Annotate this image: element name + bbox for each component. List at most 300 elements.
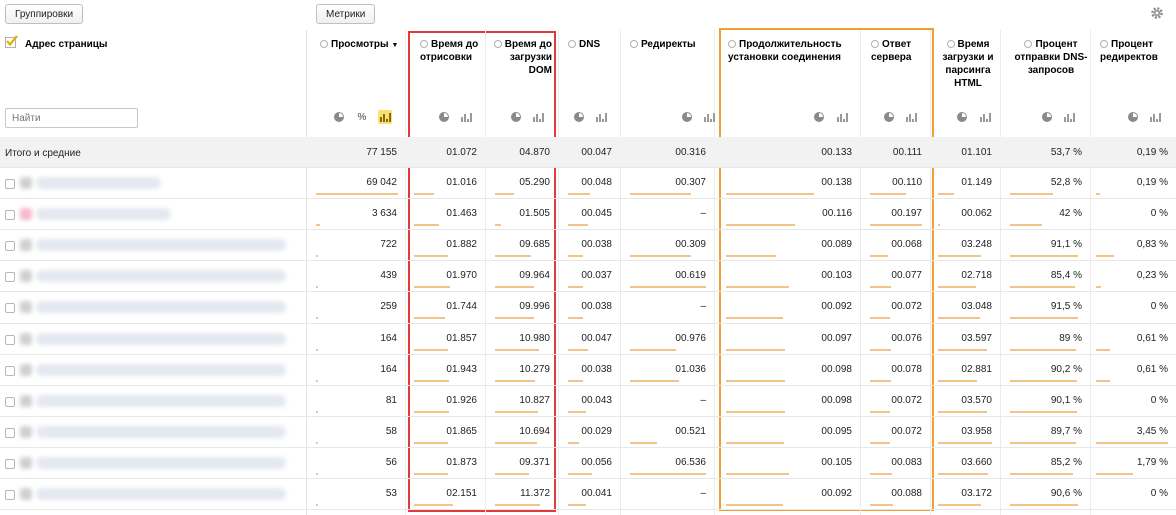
value-bar [316, 380, 318, 382]
table-cell-redirects: 00.521 [675, 425, 706, 437]
value-bar [938, 442, 992, 444]
column-header-label: Процент редиректов [1100, 39, 1158, 63]
table-cell-render: 01.016 [446, 177, 477, 188]
table-cell-render: 01.882 [446, 239, 477, 251]
table-cell-dom: 05.290 [519, 177, 550, 188]
question-circle-icon[interactable] [420, 40, 428, 48]
value-bar [726, 224, 795, 226]
value-bar [1010, 442, 1076, 444]
bar-chart-icon[interactable] [531, 110, 545, 124]
groupings-button[interactable]: Группировки [5, 4, 83, 24]
favicon [20, 488, 32, 500]
table-cell-views: 56 [385, 456, 397, 468]
value-bar [414, 255, 448, 257]
value-bar [1096, 255, 1114, 257]
value-bar [630, 473, 706, 475]
value-bar [414, 442, 448, 444]
table-cell-views: 259 [380, 301, 397, 313]
table-cell-html: 03.660 [961, 456, 992, 468]
percent-icon[interactable]: % [357, 111, 367, 123]
table-cell-redirects: 00.619 [675, 270, 706, 282]
table-cell-html: 03.172 [961, 488, 992, 499]
value-bar [316, 317, 318, 319]
bar-chart-icon[interactable] [1062, 110, 1076, 124]
value-bar [938, 504, 981, 506]
table-cell-dom: 10.827 [519, 394, 550, 406]
column-header-dns_pct[interactable] [1014, 38, 1088, 77]
column-header-dom[interactable] [490, 38, 552, 77]
value-bar [316, 193, 398, 195]
search-input[interactable] [5, 108, 138, 128]
value-bar [316, 286, 318, 288]
pie-chart-icon[interactable] [437, 110, 451, 124]
column-header-html[interactable] [938, 38, 998, 90]
question-circle-icon[interactable] [728, 40, 736, 48]
value-bar [870, 504, 893, 506]
value-bar [414, 317, 445, 319]
favicon [20, 426, 32, 438]
table-cell-html: 03.597 [961, 332, 992, 344]
totals-cell-server: 00.111 [892, 147, 922, 158]
table-cell-dns: 00.047 [581, 332, 612, 344]
column-header-label: Ответ сервера [871, 39, 912, 63]
row-divider [0, 291, 1176, 292]
table-cell-views: 58 [385, 425, 397, 437]
page-url-link[interactable] [36, 457, 286, 469]
value-bar [1010, 380, 1077, 382]
table-cell-dns_pct: 90,2 % [1050, 363, 1082, 375]
table-cell-dns_pct: 52,8 % [1050, 177, 1082, 188]
page-url-link[interactable] [36, 364, 286, 376]
table-cell-views: 3 634 [371, 208, 397, 220]
table-cell-html: 01.149 [961, 177, 992, 188]
table-cell-server: 00.083 [891, 456, 922, 468]
value-bar [630, 442, 657, 444]
value-bar [1010, 349, 1076, 351]
value-bar [414, 504, 453, 506]
value-bar [1010, 193, 1053, 195]
value-bar [495, 380, 535, 382]
value-bar [316, 411, 318, 413]
table-cell-server: 00.068 [891, 239, 922, 251]
row-checkbox[interactable] [5, 459, 15, 469]
value-bar [568, 349, 588, 351]
favicon [20, 364, 32, 376]
table-cell-redir_pct: 0,23 % [1136, 270, 1168, 282]
bar-chart-icon[interactable] [835, 110, 849, 124]
table-cell-views: 722 [380, 239, 397, 251]
value-bar [870, 224, 922, 226]
value-bar [568, 411, 586, 413]
pie-chart-icon[interactable] [882, 110, 896, 124]
value-bar [495, 193, 514, 195]
value-bar [495, 442, 537, 444]
value-bar [630, 255, 691, 257]
bar-chart-icon[interactable] [978, 110, 992, 124]
table-cell-views: 53 [385, 488, 397, 499]
question-circle-icon[interactable] [494, 40, 502, 48]
table-cell-redirects: 06.536 [675, 456, 706, 468]
table-cell-connect: 00.098 [821, 363, 852, 375]
column-header-views[interactable] [320, 38, 400, 52]
value-bar [414, 193, 434, 195]
row-checkbox[interactable] [5, 241, 15, 251]
value-bar [316, 349, 318, 351]
row-checkbox[interactable] [5, 210, 15, 220]
row-checkbox[interactable] [5, 335, 15, 345]
value-bar [870, 286, 891, 288]
table-cell-server: 00.197 [891, 208, 922, 220]
value-bar [568, 286, 583, 288]
row-divider [0, 167, 1176, 168]
table-cell-redir_pct: 0 % [1150, 488, 1168, 499]
totals-cell-views: 77 155 [366, 147, 397, 158]
value-bar [316, 442, 318, 444]
table-cell-dns: 00.037 [581, 270, 612, 282]
value-bar [726, 380, 785, 382]
favicon [20, 333, 32, 345]
table-cell-render: 01.744 [446, 301, 477, 313]
value-bar [938, 380, 977, 382]
value-bar [414, 349, 448, 351]
column-header-label: Продолжительность установки соединения [728, 39, 842, 63]
value-bar [726, 317, 783, 319]
page-url-link[interactable] [36, 177, 161, 189]
table-cell-render: 01.970 [446, 270, 477, 282]
value-bar [568, 473, 592, 475]
table-cell-server: 00.110 [892, 177, 922, 188]
totals-cell-redirects: 00.316 [675, 147, 706, 158]
column-header-label: Процент отправки DNS-запросов [1014, 39, 1088, 76]
row-checkbox[interactable] [5, 397, 15, 407]
value-bar [630, 349, 676, 351]
pie-chart-icon[interactable] [572, 110, 586, 124]
value-bar [316, 504, 318, 506]
value-bar [938, 193, 954, 195]
favicon [20, 239, 32, 251]
column-header-label: Редиректы [641, 39, 696, 50]
pie-chart-icon[interactable] [680, 110, 694, 124]
table-cell-dom: 10.279 [519, 363, 550, 375]
metrics-button[interactable]: Метрики [316, 4, 375, 24]
table-cell-dom: 09.996 [519, 301, 550, 313]
table-cell-redirects: 00.307 [675, 177, 706, 188]
value-bar [1096, 380, 1110, 382]
question-circle-icon[interactable] [568, 40, 576, 48]
table-cell-redir_pct: 0,61 % [1136, 332, 1168, 344]
table-cell-connect: 00.092 [821, 488, 852, 499]
table-cell-render: 01.865 [446, 425, 477, 437]
row-divider [0, 198, 1176, 199]
value-bar [1010, 224, 1042, 226]
bar-chart-icon[interactable] [1148, 110, 1162, 124]
table-cell-html: 02.718 [961, 270, 992, 282]
favicon [20, 208, 32, 220]
value-bar [938, 411, 987, 413]
value-bar [938, 317, 980, 319]
table-cell-dns_pct: 91,5 % [1050, 301, 1082, 313]
table-cell-dns: 00.043 [581, 394, 612, 406]
question-circle-icon[interactable] [1024, 40, 1032, 48]
table-cell-dns_pct: 42 % [1059, 208, 1082, 220]
table-cell-redirects: – [700, 208, 706, 220]
value-bar [1096, 286, 1101, 288]
value-bar [938, 286, 976, 288]
question-circle-icon[interactable] [947, 40, 955, 48]
question-circle-icon[interactable] [1100, 40, 1108, 48]
page-url-link[interactable] [36, 395, 286, 407]
pie-chart-icon[interactable] [1040, 110, 1054, 124]
table-cell-render: 02.151 [446, 488, 477, 499]
value-bar [414, 224, 439, 226]
value-bar [414, 380, 449, 382]
value-bar [726, 255, 776, 257]
table-cell-redir_pct: 0 % [1150, 301, 1168, 313]
table-cell-dns_pct: 89 % [1059, 332, 1082, 344]
table-cell-server: 00.078 [891, 363, 922, 375]
column-header-render[interactable] [420, 38, 480, 64]
value-bar [316, 224, 320, 226]
pie-chart-icon[interactable] [332, 110, 346, 124]
table-cell-connect: 00.138 [821, 177, 852, 188]
value-bar [495, 504, 540, 506]
value-bar [938, 255, 981, 257]
value-bar [1010, 317, 1078, 319]
table-cell-connect: 00.092 [821, 301, 852, 313]
table-cell-redir_pct: 0 % [1150, 394, 1168, 406]
value-bar [726, 504, 783, 506]
value-bar [1010, 411, 1077, 413]
page-url-link[interactable] [36, 301, 286, 313]
value-bar [495, 349, 539, 351]
table-cell-server: 00.072 [891, 394, 922, 406]
table-cell-server: 00.077 [891, 270, 922, 282]
value-bar [568, 224, 588, 226]
totals-cell-redir_pct: 0,19 % [1136, 147, 1168, 158]
row-divider [0, 260, 1176, 261]
value-bar [316, 255, 318, 257]
column-header-label: Время загрузки и парсинга HTML [942, 39, 994, 89]
column-header-dns[interactable] [568, 38, 616, 51]
row-checkbox[interactable] [5, 303, 15, 313]
page-url-link[interactable] [36, 208, 171, 220]
table-cell-dns_pct: 91,1 % [1050, 239, 1082, 251]
value-bar [1096, 473, 1133, 475]
value-bar [630, 286, 706, 288]
favicon [20, 301, 32, 313]
row-divider [0, 478, 1176, 479]
top-toolbar [0, 0, 1176, 30]
table-cell-dns: 00.038 [581, 363, 612, 375]
value-bar [938, 349, 987, 351]
table-cell-redir_pct: 0,83 % [1136, 239, 1168, 251]
column-header-label: Время до отрисовки [420, 39, 479, 63]
value-bar [568, 380, 583, 382]
value-bar [726, 286, 789, 288]
page-url-link[interactable] [36, 270, 286, 282]
value-bar [495, 286, 534, 288]
totals-cell-dom: 04.870 [519, 147, 550, 158]
table-cell-dns_pct: 90,1 % [1050, 394, 1082, 406]
table-cell-views: 164 [380, 363, 397, 375]
table-cell-html: 03.958 [961, 425, 992, 437]
table-cell-html: 03.570 [961, 394, 992, 406]
sort-desc-icon[interactable]: ▼ [391, 42, 399, 49]
value-bar [1010, 504, 1078, 506]
table-cell-redirects: – [700, 488, 706, 499]
value-bar [316, 473, 318, 475]
value-bar [938, 224, 940, 226]
table-cell-connect: 00.116 [822, 208, 852, 220]
row-divider [0, 416, 1176, 417]
table-cell-redir_pct: 0,19 % [1136, 177, 1168, 188]
table-cell-dom: 09.685 [519, 239, 550, 251]
value-bar [495, 473, 529, 475]
table-cell-views: 164 [380, 332, 397, 344]
table-cell-dns: 00.056 [581, 456, 612, 468]
value-bar [630, 193, 691, 195]
table-cell-dns_pct: 90,6 % [1050, 488, 1082, 499]
bar-chart-icon[interactable] [459, 110, 473, 124]
bar-chart-icon[interactable] [378, 110, 392, 124]
row-divider [0, 323, 1176, 324]
bar-chart-icon[interactable] [904, 110, 918, 124]
table-cell-connect: 00.089 [821, 239, 852, 251]
column-header-redirects[interactable] [630, 38, 710, 51]
table-cell-redirects: – [700, 394, 706, 406]
table-cell-render: 01.943 [446, 363, 477, 375]
table-cell-connect: 00.105 [821, 456, 852, 468]
table-cell-views: 81 [385, 394, 397, 406]
page-url-link[interactable] [36, 426, 286, 438]
table-cell-render: 01.926 [446, 394, 477, 406]
row-checkbox[interactable] [5, 428, 15, 438]
column-header-server[interactable] [871, 38, 927, 64]
table-cell-redir_pct: 3,45 % [1136, 425, 1168, 437]
totals-cell-html: 01.101 [961, 147, 992, 158]
row-divider [0, 385, 1176, 386]
column-header-label: Просмотры [331, 39, 389, 50]
table-cell-dns: 00.041 [581, 488, 612, 499]
value-bar [568, 504, 586, 506]
question-circle-icon[interactable] [320, 40, 328, 48]
value-bar [568, 193, 590, 195]
row-checkbox[interactable] [5, 490, 15, 500]
question-circle-icon[interactable] [630, 40, 638, 48]
bar-chart-icon[interactable] [702, 110, 716, 124]
pie-chart-icon[interactable] [1126, 110, 1140, 124]
pie-chart-icon[interactable] [955, 110, 969, 124]
table-cell-render: 01.857 [446, 332, 477, 344]
table-cell-render: 01.463 [446, 208, 477, 220]
column-header-connect[interactable] [728, 38, 858, 64]
table-cell-redir_pct: 0,61 % [1136, 363, 1168, 375]
value-bar [495, 411, 538, 413]
page-url-link[interactable] [36, 488, 286, 500]
table-cell-html: 03.048 [961, 301, 992, 313]
table-cell-html: 00.062 [961, 208, 992, 220]
value-bar [870, 193, 906, 195]
table-cell-dns: 00.045 [581, 208, 612, 220]
value-bar [568, 442, 579, 444]
pie-chart-icon[interactable] [509, 110, 523, 124]
value-bar [495, 255, 531, 257]
value-bar [630, 380, 679, 382]
table-cell-connect: 00.097 [821, 332, 852, 344]
row-checkbox[interactable] [5, 366, 15, 376]
value-bar [938, 473, 988, 475]
table-cell-server: 00.076 [891, 332, 922, 344]
column-header-label: Время до загрузки DOM [504, 39, 552, 76]
favicon [20, 270, 32, 282]
value-bar [726, 473, 789, 475]
value-bar [568, 255, 583, 257]
page-url-link[interactable] [36, 239, 286, 251]
pie-chart-icon[interactable] [812, 110, 826, 124]
table-cell-html: 02.881 [961, 363, 992, 375]
value-bar [726, 349, 785, 351]
table-cell-dom: 09.964 [519, 270, 550, 282]
address-column-title: Адрес страницы [25, 39, 108, 50]
table-cell-dns: 00.048 [581, 177, 612, 188]
value-bar [870, 317, 890, 319]
table-cell-redirects: 00.309 [675, 239, 706, 251]
row-checkbox[interactable] [5, 272, 15, 282]
check-icon[interactable] [5, 35, 18, 48]
totals-cell-dns: 00.047 [581, 147, 612, 158]
table-cell-views: 439 [380, 270, 397, 282]
favicon [20, 457, 32, 469]
table-cell-render: 01.873 [446, 456, 477, 468]
bar-chart-icon[interactable] [594, 110, 608, 124]
value-bar [414, 473, 448, 475]
table-cell-dns_pct: 85,4 % [1050, 270, 1082, 282]
value-bar [726, 411, 785, 413]
table-cell-connect: 00.095 [821, 425, 852, 437]
table-cell-redir_pct: 1,79 % [1136, 456, 1168, 468]
table-cell-server: 00.072 [891, 425, 922, 437]
table-cell-dom: 10.980 [519, 332, 550, 344]
value-bar [495, 224, 501, 226]
table-cell-dns: 00.038 [581, 239, 612, 251]
value-bar [870, 411, 890, 413]
totals-cell-render: 01.072 [446, 147, 477, 158]
question-circle-icon[interactable] [871, 40, 879, 48]
value-bar [495, 317, 534, 319]
table-cell-dom: 11.372 [520, 488, 550, 499]
table-cell-dom: 09.371 [519, 456, 550, 468]
table-cell-redirects: 00.976 [675, 332, 706, 344]
table-cell-redirects: – [700, 301, 706, 313]
value-bar [568, 317, 583, 319]
column-header-redir_pct[interactable] [1100, 38, 1172, 64]
favicon [20, 395, 32, 407]
gear-icon[interactable] [1150, 6, 1164, 20]
value-bar [1096, 442, 1168, 444]
favicon [20, 177, 32, 189]
table-cell-server: 00.088 [891, 488, 922, 499]
table-cell-redirects: 01.036 [675, 363, 706, 375]
value-bar [870, 380, 891, 382]
table-cell-dns: 00.029 [581, 425, 612, 437]
page-url-link[interactable] [36, 333, 286, 345]
table-cell-connect: 00.103 [821, 270, 852, 282]
column-header-label: DNS [579, 39, 601, 50]
row-checkbox[interactable] [5, 179, 15, 189]
table-cell-html: 03.248 [961, 239, 992, 251]
table-cell-dom: 01.505 [519, 208, 550, 220]
value-bar [870, 473, 892, 475]
